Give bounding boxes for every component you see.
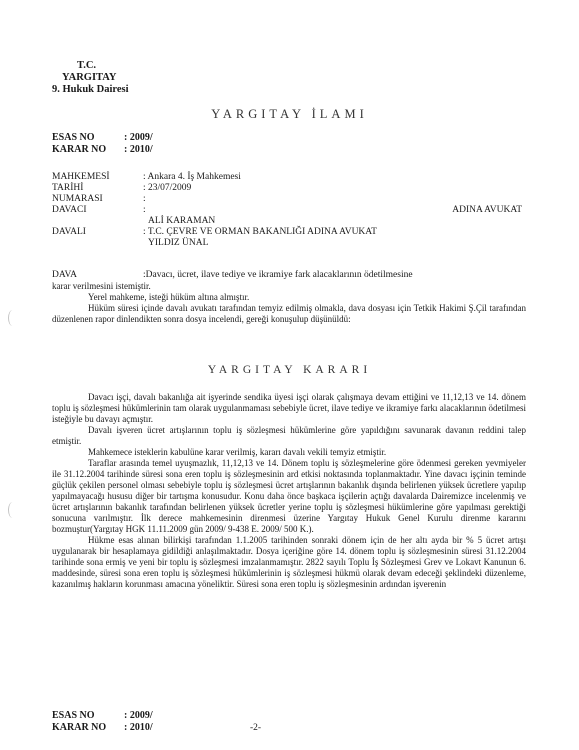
- court-header: [52, 60, 129, 96]
- punch-hole-mark: [8, 310, 17, 326]
- davaci-colon: :: [143, 205, 146, 215]
- court-line-tc: T.C.: [77, 60, 97, 71]
- intro-paragraph: Yerel mahkeme, isteği hüküm altına almıştır.: [88, 292, 250, 302]
- tarih-value: : 23/07/2009: [143, 183, 192, 193]
- decision-text: [52, 392, 526, 590]
- case-info: [52, 172, 522, 249]
- court-line-daire: 9. Hukuk Dairesi: [52, 84, 129, 95]
- intro-paragraph: karar verilmesini istemiştir.: [52, 281, 151, 291]
- karar-title: YARGITAY KARARI: [207, 364, 372, 376]
- intro-text: [52, 281, 526, 325]
- davaci-label: DAVACI: [52, 205, 87, 215]
- karar-label: KARAR NO: [52, 143, 107, 155]
- footer-esas-value: : 2009/: [124, 710, 153, 721]
- dava-label: DAVA: [52, 270, 77, 280]
- davali-label: DAVALI: [52, 227, 86, 237]
- decision-paragraph: Hükme esas alınan bilirkişi tarafından 1.1.2005 tarihinden sonraki dönem için de her altı ayda bir % 5 ücret artışı uygulanarak bir hesaplamaya gidildiği anlaşılmaktadır. Dosya içeriğine göre 14. dönem toplu iş sözleşmesinin süresi 31.12.2004 tarihinde sona ermiş ve yeni bir toplu iş sözleşmesi imzalanmamıştır. 2822 sayılı Toplu İş Sözleşmesi Grev ve Lokavt Kanunun 6. maddesinde, süresi sona eren toplu iş sözleşmesi hükümlerinin iş sözleşmesi hükmü olarak devam edeceği şeklindeki düzenleme, kazanılmış hakların korunması amacına yöneliktir. Süresi sona eren toplu iş sözleşmesinin ardından işverenin: [52, 535, 526, 589]
- numara-value: :: [143, 194, 146, 204]
- case-numbers: [52, 132, 153, 155]
- footer-esas-label: ESAS NO: [52, 710, 95, 721]
- decision-paragraph: Taraflar arasında temel uyuşmazlık, 11,12,13 ve 14. Dönem toplu iş sözleşmelerine göre ödenmesi gereken yevmiyeler ile 31.12.2004 tarihinde süresi sona eren toplu iş sözleşmesinin ard etkisi noktasında toplanmaktadır. Yine davacı işçinin teminde güçlük çekilen personel olması sebebiyle toplu iş sözleşmesi ücret artışlarının bakanlık dışında belirlenen yüksek ücretlere yapılıp yapılmayacağı hususu diğer bir tartışma konusudur. Konu daha önce başkaca işçilerin açtığı davalarda Dairemizce incelenmiş ve ücret artışlarının bakanlık tarafından belirlenen yüksek ücretler yerine toplu iş sözleşmesi hükümlerine göre yapılması gerektiği sonucuna varılmıştır. İlk derece mahkemesinin direnmesi üzerine Yargıtay Hukuk Genel Kurulu direnme kararını bozmuştur(Yargıtay HGK 11.11.2009 gün 2009/ 9-438 E. 2009/ 500 K.).: [52, 458, 526, 534]
- dava-value: :Davacı, ücret, ilave tediye ve ikramiye fark alacaklarının ödetilmesine: [143, 270, 413, 280]
- intro-paragraph: Hüküm süresi içinde davalı avukatı tarafından temyiz edilmiş olmakla, dava dosyası için Tetkik Hakimi Ş.Çil tarafından düzenlenen rapor dinlendikten sonra dosya incelendi, gereği konuşulup düşünüldü:: [52, 303, 526, 324]
- mahkeme-label: MAHKEMESİ: [52, 172, 110, 182]
- karar-value: : 2010/: [124, 143, 153, 155]
- decision-paragraph: Davalı işveren ücret artışlarının toplu iş sözleşmesi hükümlerine göre yapıldığını savunarak davanın reddini talep etmiştir.: [52, 425, 526, 446]
- esas-label: ESAS NO: [52, 132, 95, 143]
- davali-name: YILDIZ ÜNAL: [148, 238, 209, 248]
- footer-karar-label: KARAR NO: [52, 721, 107, 733]
- mahkeme-value: : Ankara 4. İş Mahkemesi: [143, 172, 241, 182]
- dava-line: [52, 270, 522, 281]
- document-title: YARGITAY İLAMI: [211, 107, 368, 121]
- davaci-representation: ADINA AVUKAT: [452, 205, 522, 215]
- footer-karar-value: : 2010/: [124, 721, 153, 733]
- numara-label: NUMARASI: [52, 194, 103, 204]
- esas-value: : 2009/: [124, 132, 153, 143]
- davaci-name: ALİ KARAMAN: [148, 216, 216, 226]
- punch-hole-mark: [8, 502, 17, 518]
- decision-paragraph: Davacı işçi, davalı bakanlığa ait işyerinde sendika üyesi işçi olarak çalışmaya devam ettiğini ve 11,12,13 ve 14. dönem toplu iş sözleşmesi hükümlerinin tam olarak uygulanmaması sebebiyle ücret, ilave tediye ve ikramiye farkı alacaklarının ödetilmesi isteğiyle bu davayı açmıştır.: [52, 392, 526, 424]
- footer-case-numbers: [52, 710, 153, 733]
- davali-value: : T.C. ÇEVRE VE ORMAN BAKANLIĞI ADINA AVUKAT: [143, 227, 377, 237]
- page-number: -2-: [250, 723, 262, 733]
- tarih-label: TARİHİ: [52, 183, 84, 193]
- decision-paragraph: Mahkemece isteklerin kabulüne karar verilmiş, kararı davalı vekili temyiz etmiştir.: [88, 447, 387, 457]
- court-line-yargitay: YARGITAY: [62, 72, 117, 83]
